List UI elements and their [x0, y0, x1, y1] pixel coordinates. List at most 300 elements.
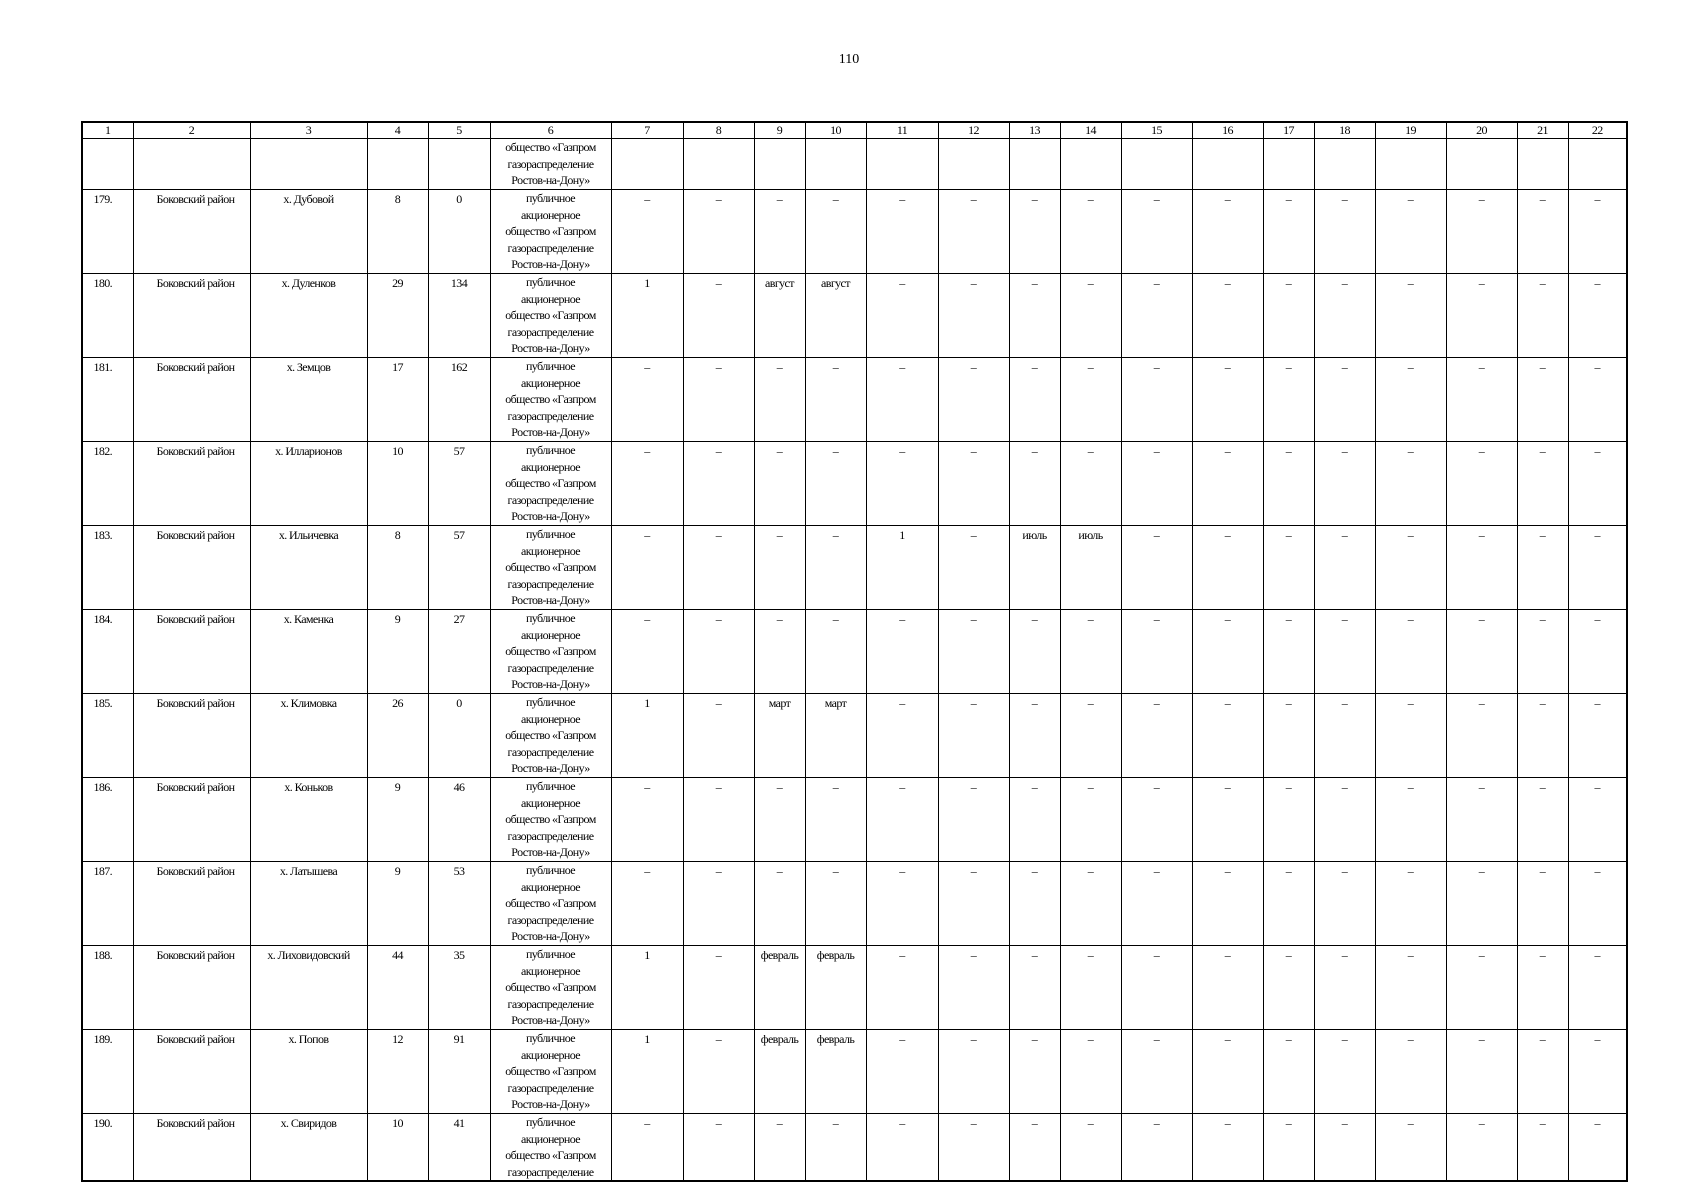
value-cell-col-17: – [1263, 1114, 1314, 1182]
row-number: 189. [82, 1030, 133, 1114]
empty-cell [133, 139, 250, 190]
value-cell-col-8: – [683, 358, 754, 442]
row-number: 185. [82, 694, 133, 778]
value-cell-col-22: – [1568, 442, 1627, 526]
settlement-cell: х. Каменка [250, 610, 367, 694]
column-4-cell: 9 [367, 610, 428, 694]
value-cell-col-7: 1 [611, 946, 683, 1030]
value-cell-col-15: – [1121, 694, 1192, 778]
organization-line: акционерное [520, 207, 581, 222]
value-cell-col-22: – [1568, 778, 1627, 862]
organization-cell [490, 862, 611, 946]
value-cell-col-15: – [1121, 274, 1192, 358]
organization-cell [490, 778, 611, 862]
value-cell-col-15: – [1121, 610, 1192, 694]
value-cell-col-16: – [1192, 778, 1263, 862]
value-cell-col-19: – [1375, 274, 1446, 358]
organization-cell [490, 442, 611, 526]
column-5-cell: 162 [428, 358, 490, 442]
empty-cell [611, 139, 683, 190]
organization-line: газораспределение [507, 912, 594, 927]
value-cell-col-20: – [1446, 274, 1517, 358]
value-cell-col-10: – [805, 778, 866, 862]
empty-cell [428, 139, 490, 190]
value-cell-col-19: – [1375, 1030, 1446, 1114]
district-cell: Боковский район [133, 274, 250, 358]
table-row [82, 1030, 1627, 1114]
value-cell-col-18: – [1314, 1030, 1375, 1114]
value-cell-col-19: – [1375, 190, 1446, 274]
value-cell-col-15: – [1121, 190, 1192, 274]
organization-cell [490, 1030, 611, 1114]
value-cell-col-7: – [611, 778, 683, 862]
value-cell-col-11: – [866, 1030, 938, 1114]
organization-line: акционерное [520, 879, 581, 894]
value-cell-col-8: – [683, 526, 754, 610]
row-number: 182. [82, 442, 133, 526]
value-cell-col-14: – [1060, 610, 1121, 694]
district-cell: Боковский район [133, 862, 250, 946]
value-cell-col-16: – [1192, 946, 1263, 1030]
value-cell-col-9: – [754, 358, 805, 442]
empty-cell [1375, 139, 1446, 190]
organization-line: акционерное [520, 1047, 581, 1062]
empty-cell [1192, 139, 1263, 190]
value-cell-col-9: – [754, 442, 805, 526]
value-cell-col-15: – [1121, 442, 1192, 526]
value-cell-col-7: – [611, 610, 683, 694]
organization-line: публичное [525, 779, 575, 793]
organization-line: публичное [525, 695, 575, 709]
organization-line: общество «Газпром [505, 140, 596, 154]
organization-line: Ростов-на-Дону» [511, 677, 590, 691]
value-cell-col-14: – [1060, 1030, 1121, 1114]
value-cell-col-19: – [1375, 694, 1446, 778]
column-header: 12 [938, 122, 1009, 139]
organization-cell [490, 274, 611, 358]
value-cell-col-19: – [1375, 610, 1446, 694]
row-number: 187. [82, 862, 133, 946]
organization-line: акционерное [520, 1131, 581, 1146]
value-cell-col-17: – [1263, 274, 1314, 358]
value-cell-col-11: 1 [866, 526, 938, 610]
district-cell: Боковский район [133, 526, 250, 610]
value-cell-col-13: – [1009, 946, 1060, 1030]
empty-cell [250, 139, 367, 190]
value-cell-col-22: – [1568, 610, 1627, 694]
organization-line: общество «Газпром [505, 644, 596, 658]
value-cell-col-9: – [754, 862, 805, 946]
organization-cell [490, 358, 611, 442]
value-cell-col-14: – [1060, 946, 1121, 1030]
value-cell-col-12: – [938, 1030, 1009, 1114]
value-cell-col-16: – [1192, 526, 1263, 610]
value-cell-col-21: – [1517, 1030, 1568, 1114]
value-cell-col-19: – [1375, 862, 1446, 946]
value-cell-col-11: – [866, 190, 938, 274]
value-cell-col-17: – [1263, 862, 1314, 946]
value-cell-col-7: – [611, 526, 683, 610]
value-cell-col-22: – [1568, 694, 1627, 778]
row-number: 190. [82, 1114, 133, 1182]
value-cell-col-7: – [611, 862, 683, 946]
value-cell-col-14: – [1060, 862, 1121, 946]
value-cell-col-22: – [1568, 1114, 1627, 1182]
value-cell-col-10: – [805, 862, 866, 946]
value-cell-col-9: – [754, 1114, 805, 1182]
column-header: 17 [1263, 122, 1314, 139]
district-cell: Боковский район [133, 358, 250, 442]
value-cell-col-14: – [1060, 274, 1121, 358]
value-cell-col-7: – [611, 442, 683, 526]
value-cell-col-11: – [866, 610, 938, 694]
value-cell-col-11: – [866, 778, 938, 862]
value-cell-col-17: – [1263, 610, 1314, 694]
organization-line: общество «Газпром [505, 308, 596, 322]
organization-line: газораспределение [507, 828, 594, 843]
value-cell-col-14: – [1060, 358, 1121, 442]
value-cell-col-9: – [754, 610, 805, 694]
value-cell-col-10: – [805, 442, 866, 526]
organization-line: Ростов-на-Дону» [511, 173, 590, 187]
organization-line: Ростов-на-Дону» [511, 425, 590, 439]
district-cell: Боковский район [133, 190, 250, 274]
organization-line: общество «Газпром [505, 728, 596, 742]
value-cell-col-13: – [1009, 190, 1060, 274]
value-cell-col-9: март [754, 694, 805, 778]
column-header: 10 [805, 122, 866, 139]
value-cell-col-18: – [1314, 694, 1375, 778]
table-row [82, 442, 1627, 526]
column-header: 5 [428, 122, 490, 139]
value-cell-col-19: – [1375, 778, 1446, 862]
value-cell-col-11: – [866, 694, 938, 778]
organization-line: Ростов-на-Дону» [511, 593, 590, 607]
empty-cell [938, 139, 1009, 190]
column-4-cell: 9 [367, 862, 428, 946]
value-cell-col-21: – [1517, 694, 1568, 778]
organization-line: акционерное [520, 375, 581, 390]
value-cell-col-16: – [1192, 862, 1263, 946]
organization-cell [490, 610, 611, 694]
value-cell-col-18: – [1314, 862, 1375, 946]
value-cell-col-21: – [1517, 946, 1568, 1030]
table-row [82, 190, 1627, 274]
table-row [82, 946, 1627, 1030]
value-cell-col-12: – [938, 946, 1009, 1030]
value-cell-col-21: – [1517, 610, 1568, 694]
value-cell-col-9: август [754, 274, 805, 358]
organization-line: общество «Газпром [505, 476, 596, 490]
value-cell-col-7: – [611, 1114, 683, 1182]
organization-line: публичное [525, 275, 575, 289]
organization-line: газораспределение [507, 576, 594, 591]
value-cell-col-21: – [1517, 1114, 1568, 1182]
value-cell-col-18: – [1314, 358, 1375, 442]
settlement-cell: х. Дуленков [250, 274, 367, 358]
value-cell-col-12: – [938, 694, 1009, 778]
column-header: 1 [82, 122, 133, 139]
column-4-cell: 26 [367, 694, 428, 778]
organization-line: общество «Газпром [505, 1148, 596, 1162]
organization-line: акционерное [520, 627, 581, 642]
value-cell-col-14: – [1060, 778, 1121, 862]
organization-line: Ростов-на-Дону» [511, 509, 590, 523]
value-cell-col-21: – [1517, 862, 1568, 946]
column-5-cell: 0 [428, 694, 490, 778]
value-cell-col-21: – [1517, 442, 1568, 526]
value-cell-col-12: – [938, 778, 1009, 862]
value-cell-col-13: – [1009, 1114, 1060, 1182]
value-cell-col-11: – [866, 442, 938, 526]
empty-cell [1568, 139, 1627, 190]
table-row [82, 274, 1627, 358]
column-5-cell: 53 [428, 862, 490, 946]
empty-cell [683, 139, 754, 190]
settlement-cell: х. Коньков [250, 778, 367, 862]
value-cell-col-18: – [1314, 190, 1375, 274]
row-number: 179. [82, 190, 133, 274]
organization-line: акционерное [520, 795, 581, 810]
data-table [81, 121, 1628, 1182]
value-cell-col-10: – [805, 526, 866, 610]
value-cell-col-8: – [683, 1114, 754, 1182]
value-cell-col-12: – [938, 1114, 1009, 1182]
value-cell-col-17: – [1263, 442, 1314, 526]
organization-line: общество «Газпром [505, 896, 596, 910]
value-cell-col-18: – [1314, 442, 1375, 526]
value-cell-col-10: – [805, 610, 866, 694]
organization-line: публичное [525, 1115, 575, 1129]
column-header: 16 [1192, 122, 1263, 139]
organization-cell [490, 694, 611, 778]
column-header: 21 [1517, 122, 1568, 139]
value-cell-col-13: – [1009, 1030, 1060, 1114]
district-cell: Боковский район [133, 1114, 250, 1182]
value-cell-col-22: – [1568, 190, 1627, 274]
column-5-cell: 46 [428, 778, 490, 862]
continuation-row [82, 139, 1627, 190]
page-number: 110 [838, 52, 860, 67]
value-cell-col-8: – [683, 778, 754, 862]
organization-line: публичное [525, 443, 575, 457]
value-cell-col-9: февраль [754, 946, 805, 1030]
value-cell-col-17: – [1263, 190, 1314, 274]
column-header: 15 [1121, 122, 1192, 139]
organization-line: публичное [525, 947, 575, 961]
value-cell-col-9: – [754, 526, 805, 610]
district-cell: Боковский район [133, 1030, 250, 1114]
settlement-cell: х. Земцов [250, 358, 367, 442]
value-cell-col-21: – [1517, 526, 1568, 610]
value-cell-col-21: – [1517, 190, 1568, 274]
value-cell-col-11: – [866, 358, 938, 442]
organization-line: газораспределение [507, 492, 594, 507]
settlement-cell: х. Лиховидовский [250, 946, 367, 1030]
organization-line: Ростов-на-Дону» [511, 1097, 590, 1111]
value-cell-col-22: – [1568, 526, 1627, 610]
empty-cell [1060, 139, 1121, 190]
value-cell-col-15: – [1121, 862, 1192, 946]
column-5-cell: 57 [428, 526, 490, 610]
value-cell-col-15: – [1121, 778, 1192, 862]
value-cell-col-18: – [1314, 610, 1375, 694]
organization-line: газораспределение [507, 1164, 594, 1179]
value-cell-col-14: – [1060, 442, 1121, 526]
value-cell-col-19: – [1375, 358, 1446, 442]
organization-cell [490, 1114, 611, 1182]
value-cell-col-10: – [805, 1114, 866, 1182]
table-row [82, 694, 1627, 778]
value-cell-col-10: – [805, 190, 866, 274]
table-row [82, 358, 1627, 442]
column-5-cell: 91 [428, 1030, 490, 1114]
value-cell-col-8: – [683, 274, 754, 358]
value-cell-col-11: – [866, 274, 938, 358]
column-4-cell: 9 [367, 778, 428, 862]
value-cell-col-14: – [1060, 694, 1121, 778]
value-cell-col-12: – [938, 190, 1009, 274]
value-cell-col-16: – [1192, 190, 1263, 274]
value-cell-col-13: – [1009, 274, 1060, 358]
empty-cell [1009, 139, 1060, 190]
value-cell-col-12: – [938, 862, 1009, 946]
value-cell-col-13: – [1009, 694, 1060, 778]
organization-line: публичное [525, 527, 575, 541]
organization-line: общество «Газпром [505, 1064, 596, 1078]
organization-line: акционерное [520, 711, 581, 726]
value-cell-col-15: – [1121, 526, 1192, 610]
value-cell-col-10: – [805, 358, 866, 442]
organization-line: общество «Газпром [505, 980, 596, 994]
value-cell-col-18: – [1314, 778, 1375, 862]
value-cell-col-7: – [611, 190, 683, 274]
row-number: 181. [82, 358, 133, 442]
organization-line: акционерное [520, 291, 581, 306]
column-header: 18 [1314, 122, 1375, 139]
organization-cell [490, 139, 611, 190]
column-4-cell: 29 [367, 274, 428, 358]
district-cell: Боковский район [133, 946, 250, 1030]
organization-line: общество «Газпром [505, 560, 596, 574]
value-cell-col-17: – [1263, 358, 1314, 442]
column-header: 7 [611, 122, 683, 139]
settlement-cell: х. Латышева [250, 862, 367, 946]
organization-line: газораспределение [507, 996, 594, 1011]
value-cell-col-20: – [1446, 694, 1517, 778]
empty-cell [1517, 139, 1568, 190]
empty-cell [82, 139, 133, 190]
value-cell-col-12: – [938, 442, 1009, 526]
value-cell-col-16: – [1192, 358, 1263, 442]
settlement-cell: х. Свиридов [250, 1114, 367, 1182]
value-cell-col-18: – [1314, 1114, 1375, 1182]
settlement-cell: х. Ильичевка [250, 526, 367, 610]
organization-line: Ростов-на-Дону» [511, 929, 590, 943]
value-cell-col-7: 1 [611, 274, 683, 358]
value-cell-col-12: – [938, 274, 1009, 358]
column-header: 22 [1568, 122, 1627, 139]
value-cell-col-22: – [1568, 274, 1627, 358]
value-cell-col-19: – [1375, 946, 1446, 1030]
value-cell-col-9: – [754, 778, 805, 862]
value-cell-col-20: – [1446, 946, 1517, 1030]
value-cell-col-17: – [1263, 1030, 1314, 1114]
district-cell: Боковский район [133, 442, 250, 526]
value-cell-col-18: – [1314, 274, 1375, 358]
column-header: 3 [250, 122, 367, 139]
value-cell-col-8: – [683, 442, 754, 526]
column-5-cell: 35 [428, 946, 490, 1030]
value-cell-col-15: – [1121, 358, 1192, 442]
organization-cell [490, 526, 611, 610]
table-row [82, 862, 1627, 946]
column-header: 4 [367, 122, 428, 139]
value-cell-col-18: – [1314, 946, 1375, 1030]
value-cell-col-22: – [1568, 862, 1627, 946]
column-header: 20 [1446, 122, 1517, 139]
value-cell-col-9: февраль [754, 1030, 805, 1114]
value-cell-col-16: – [1192, 1030, 1263, 1114]
value-cell-col-19: – [1375, 526, 1446, 610]
value-cell-col-8: – [683, 610, 754, 694]
organization-line: газораспределение [507, 408, 594, 423]
empty-cell [1263, 139, 1314, 190]
column-5-cell: 0 [428, 190, 490, 274]
empty-cell [1446, 139, 1517, 190]
table-row [82, 778, 1627, 862]
organization-line: Ростов-на-Дону» [511, 341, 590, 355]
settlement-cell: х. Климовка [250, 694, 367, 778]
column-4-cell: 12 [367, 1030, 428, 1114]
district-cell: Боковский район [133, 694, 250, 778]
value-cell-col-14: – [1060, 1114, 1121, 1182]
value-cell-col-8: – [683, 190, 754, 274]
value-cell-col-20: – [1446, 190, 1517, 274]
organization-line: акционерное [520, 543, 581, 558]
row-number: 183. [82, 526, 133, 610]
value-cell-col-19: – [1375, 1114, 1446, 1182]
organization-line: акционерное [520, 459, 581, 474]
value-cell-col-19: – [1375, 442, 1446, 526]
value-cell-col-13: – [1009, 862, 1060, 946]
empty-cell [754, 139, 805, 190]
organization-line: Ростов-на-Дону» [511, 1013, 590, 1027]
value-cell-col-10: февраль [805, 946, 866, 1030]
organization-line: общество «Газпром [505, 224, 596, 238]
value-cell-col-20: – [1446, 610, 1517, 694]
column-4-cell: 10 [367, 1114, 428, 1182]
organization-cell [490, 946, 611, 1030]
organization-line: общество «Газпром [505, 812, 596, 826]
organization-line: публичное [525, 359, 575, 373]
value-cell-col-7: 1 [611, 694, 683, 778]
organization-line: газораспределение [507, 156, 594, 171]
value-cell-col-17: – [1263, 946, 1314, 1030]
value-cell-col-22: – [1568, 1030, 1627, 1114]
value-cell-col-20: – [1446, 442, 1517, 526]
value-cell-col-10: март [805, 694, 866, 778]
empty-cell [367, 139, 428, 190]
settlement-cell: х. Илларионов [250, 442, 367, 526]
value-cell-col-20: – [1446, 526, 1517, 610]
organization-line: публичное [525, 1031, 575, 1045]
value-cell-col-14: – [1060, 190, 1121, 274]
value-cell-col-12: – [938, 526, 1009, 610]
row-number: 184. [82, 610, 133, 694]
organization-line: Ростов-на-Дону» [511, 761, 590, 775]
value-cell-col-22: – [1568, 358, 1627, 442]
